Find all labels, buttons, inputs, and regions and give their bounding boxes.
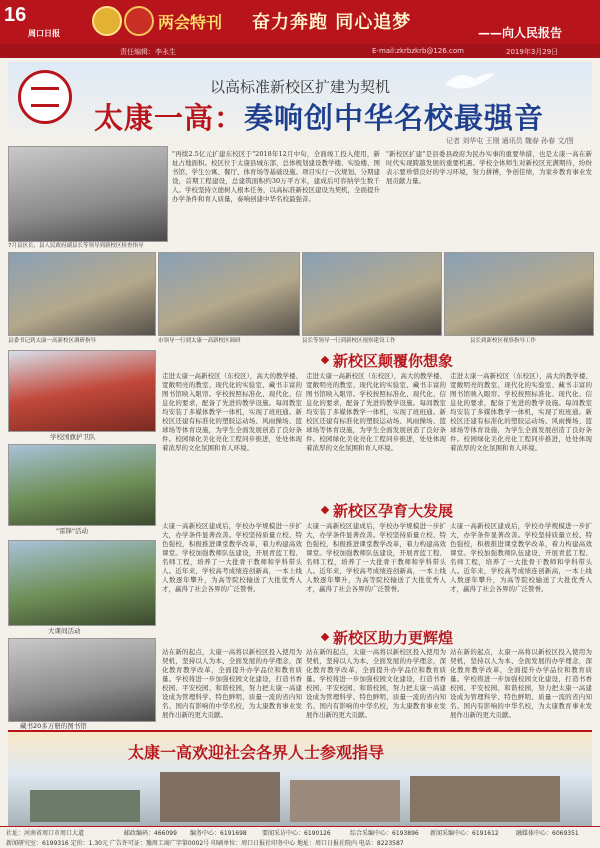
headline-blue-part: 奏响创中华名校最强音 — [244, 101, 545, 135]
footer-line2: 新闻研究室：6199316 定价：1.30元 广告许可证：豫周工商广字第0002号 印刷单位：周口日报社印务中心 地址：周口日报社院内 电话：8223587 — [6, 840, 404, 847]
footer-postcode: 邮政编码：466099 — [124, 830, 177, 837]
intro-text-2: "新校区扩建"是县委县政府为民办实事的重要举措，也是太康一高在新时代实现跨越发展的重要机遇。学校全体师生对新校区充满期待，纷纷表示要珍惜良好的学习环境，努力拼搏，争创佳绩，为家乡教育事业发展贡献力量。 — [386, 150, 592, 185]
photo-inspection — [444, 252, 594, 336]
photo-county-head — [302, 252, 442, 336]
section3-text-col2: 站在新的起点，太康一高将以新校区投入使用为契机，坚持以人为本、全面发展的办学理念，深化教育教学改革，全面提升办学品位和教育质量。学校将进一步加强校园文化建设，打造书香校园、平安校园、和谐校园，努力把太康一高建设成为管理科学、特色鲜明、质量一流的省内知名、国内有影响的中华名校，为太康教育事业发展作出新的更大贡献。 — [306, 648, 446, 719]
caption-photo8: 大课间活动 — [48, 627, 81, 635]
report-label: ——向人民报告 — [478, 26, 563, 40]
footer-phone3: 综合采编中心：6193896 — [350, 830, 419, 837]
campus-building — [160, 772, 280, 822]
section-marker-icon — [321, 633, 329, 641]
school-logo-icon — [18, 70, 72, 124]
contact-email: E-mail:zkrbzkrb@126.com — [372, 47, 464, 55]
campus-building — [290, 780, 400, 822]
campus-trees — [30, 790, 140, 822]
slogan: 奋力奔跑 同心追梦 — [252, 12, 412, 33]
caption-photo6: 学校国旗护卫队 — [50, 433, 96, 441]
intro-text: "再续2.5亿元扩建东校区于"2018年12月中旬，全面竣工投入使用，新址占地面积。校区位于太康县城东部，总体规划建设教学楼、实验楼、图书馆、学生公寓、餐厅、体育场等基础设施。项目实行一次规划、分期建设，首期工程建设，总建筑面积约30万平方米，建成后可容纳学生数千人。学校坚持立德树人根本任务，以高标准新校区建设为契机，全面提升办学条件和育人质量，奏响创建中华名校最强音。 — [172, 150, 380, 203]
photo-city-leaders — [158, 252, 300, 336]
caption-photo5: 县长到新校区视察指导工作 — [470, 338, 537, 344]
section1-text-col3: 走进太康一高新校区（东校区），高大的教学楼、宽敞明亮的教室、现代化的实验室、藏书丰富的图书馆映入眼帘。学校按照标准化、现代化、信息化的要求，配备了先进的教学设施。每间教室均安装了多媒体教学一体机，实现了班班通。新校区还建有标准化的塑胶运动场、风雨操场、篮球场等体育设施，为学生全面发展创造了良好条件。校园绿化美化亮化工程同步推进，处处体现着浓厚的文化氛围和育人环境。 — [450, 372, 592, 452]
section-marker-icon — [321, 356, 329, 364]
photo-library — [8, 638, 156, 722]
photo-flag-guard — [8, 350, 156, 432]
section2-title: 新校区孕育大发展 — [333, 502, 454, 520]
issue-date: 2019年3月29日 — [506, 48, 559, 56]
headline — [94, 96, 544, 137]
photo-recess-activity — [8, 540, 156, 626]
footer-address: 社址：河南省周口市周口大道 — [6, 830, 85, 837]
footer-phone4: 新闻采编中心：6191612 — [430, 830, 499, 837]
section3-text-col3: 站在新的起点，太康一高将以新校区投入使用为契机，坚持以人为本、全面发展的办学理念，深化教育教学改革，全面提升办学品位和教育质量。学校将进一步加强校园文化建设，打造书香校园、平安校园、和谐校园，努力把太康一高建设成为管理科学、特色鲜明、质量一流的省内知名、国内有影响的中华名校，为太康教育事业发展作出新的更大贡献。 — [450, 648, 592, 719]
campus-building — [410, 776, 560, 822]
info-line — [0, 44, 600, 58]
section2-text-col3: 太康一高新校区建成后，学校办学规模进一步扩大，办学条件显著改善。学校坚持质量立校、特色强校，积极推进课堂教学改革，着力构建高效课堂。学校加强教师队伍建设，开展青蓝工程、名师工程，培养了一大批骨干教师和学科带头人。近年来，学校高考成绩连创新高，一本上线人数逐年攀升，为高等院校输送了大批优秀人才，赢得了社会各界的广泛赞誉。 — [450, 522, 592, 593]
footer-phone5: 融媒体中心：6069351 — [516, 830, 579, 837]
page-number: 16 — [4, 4, 27, 26]
footer-phone2: 要闻采访中心：6190126 — [262, 830, 331, 837]
national-emblem-icon — [92, 6, 122, 36]
section3-text-col1: 站在新的起点，太康一高将以新校区投入使用为契机，坚持以人为本、全面发展的办学理念，深化教育教学改革，全面提升办学品位和教育质量。学校将进一步加强校园文化建设，打造书香校园、平安校园、和谐校园，努力把太康一高建设成为管理科学、特色鲜明、质量一流的省内知名、国内有影响的中华名校，为太康教育事业发展作出新的更大贡献。 — [162, 648, 302, 719]
photo-county-secretary — [8, 252, 156, 336]
footer-phone1: 编务中心：6191698 — [190, 830, 247, 837]
byline: 记者 刘华屯 王刚 通讯员 魏春 孙春 文/图 — [446, 137, 574, 145]
headline-red-part: 太康一高： — [94, 101, 245, 135]
headline-kicker: 以高标准新校区扩建为契机 — [210, 78, 391, 96]
dove-icon — [440, 64, 500, 94]
caption-photo9: 藏书20多万册的图书馆 — [20, 722, 87, 730]
caption-photo4: 县长等领导一行到新校区视察建设工作 — [302, 338, 396, 344]
welcome-banner-text: 太康一高欢迎社会各界人士参观指导 — [128, 743, 385, 762]
photo-leifeng-activity — [8, 444, 156, 526]
section2-text-col1: 太康一高新校区建成后，学校办学规模进一步扩大，办学条件显著改善。学校坚持质量立校、特色强校，积极推进课堂教学改革，着力构建高效课堂。学校加强教师队伍建设，开展青蓝工程、名师工程，培养了一大批骨干教师和学科带头人。近年来，学校高考成绩连创新高，一本上线人数逐年攀升，为高等院校输送了大批优秀人才，赢得了社会各界的广泛赞誉。 — [162, 522, 302, 593]
photo-leaders-visit — [8, 146, 168, 242]
caption-photo1: 7月县区长、县人民政府副县长等领导到新校区检查指导 — [8, 243, 144, 249]
caption-photo3: 市领导一行到太康一高新校区调研 — [158, 338, 241, 344]
section1-text-col2: 走进太康一高新校区（东校区），高大的教学楼、宽敞明亮的教室、现代化的实验室、藏书丰富的图书馆映入眼帘。学校按照标准化、现代化、信息化的要求，配备了先进的教学设施。每间教室均安装了多媒体教学一体机，实现了班班通。新校区还建有标准化的塑胶运动场、风雨操场、篮球场等体育设施，为学生全面发展创造了良好条件。校园绿化美化亮化工程同步推进，处处体现着浓厚的文化氛围和育人环境。 — [306, 372, 446, 452]
section3-title: 新校区助力更辉煌 — [333, 629, 454, 647]
editor-info: 责任编辑：李永生 — [120, 48, 176, 56]
section2-text-col2: 太康一高新校区建成后，学校办学规模进一步扩大，办学条件显著改善。学校坚持质量立校、特色强校，积极推进课堂教学改革，着力构建高效课堂。学校加强教师队伍建设，开展青蓝工程、名师工程，培养了一大批骨干教师和学科带头人。近年来，学校高考成绩连创新高，一本上线人数逐年攀升，为高等院校输送了大批优秀人才，赢得了社会各界的广泛赞誉。 — [306, 522, 446, 593]
section1-text-col1: 走进太康一高新校区（东校区），高大的教学楼、宽敞明亮的教室、现代化的实验室、藏书丰富的图书馆映入眼帘。学校按照标准化、现代化、信息化的要求，配备了先进的教学设施。每间教室均安装了多媒体教学一体机，实现了班班通。新校区还建有标准化的塑胶运动场、风雨操场、篮球场等体育设施，为学生全面发展创造了良好条件。校园绿化美化亮化工程同步推进，处处体现着浓厚的文化氛围和育人环境。 — [162, 372, 302, 452]
section1-title: 新校区颠覆你想象 — [333, 352, 454, 370]
party-emblem-icon — [124, 6, 154, 36]
special-edition-label: 两会特刊 — [158, 13, 223, 32]
caption-photo7: "雷锋"活动 — [56, 527, 88, 535]
paper-name: 周口日报 — [28, 28, 60, 38]
footer — [0, 826, 600, 848]
caption-photo2: 县委书记到太康一高新校区调研指导 — [8, 338, 97, 344]
section-marker-icon — [321, 506, 329, 514]
